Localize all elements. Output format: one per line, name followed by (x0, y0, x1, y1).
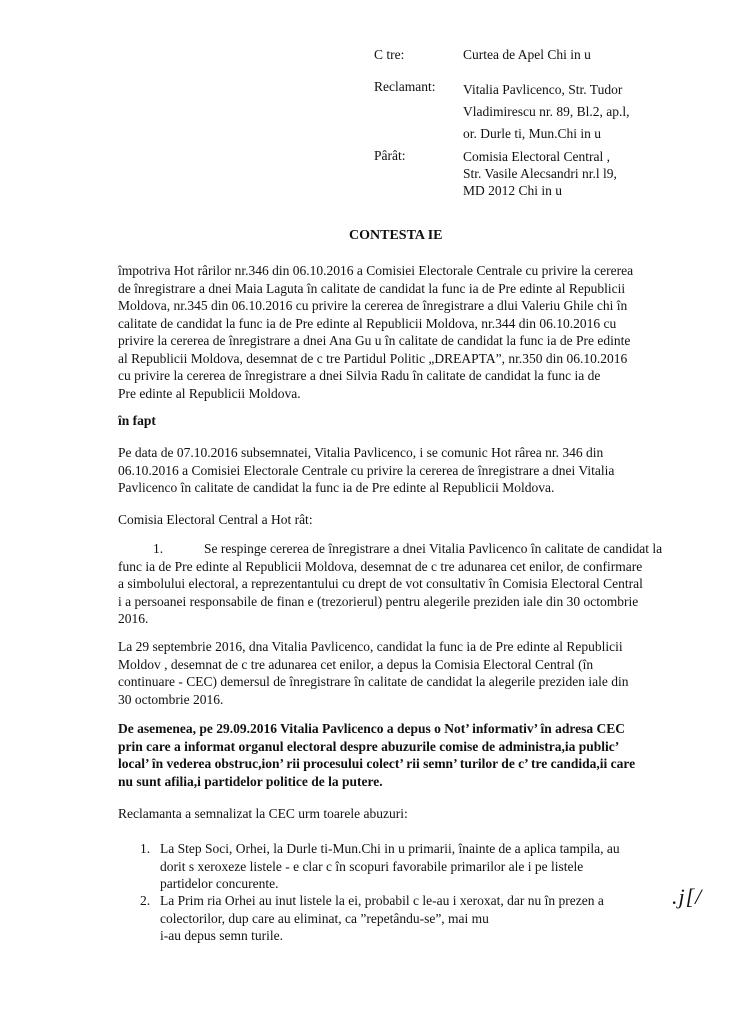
decision-number: 1. (153, 541, 164, 556)
facts-heading: în fapt (118, 413, 156, 428)
defendant-line: Str. Vasile Alecsandri nr.l l9, (463, 166, 617, 181)
defendant-line: MD 2012 Chi in u (463, 183, 563, 198)
list-item-number: 1. (140, 841, 151, 856)
decision-line: a simbolului electoral, a reprezentantului cu drept de vot consultativ în Comisia Electoral Central (118, 576, 643, 591)
intro-line: împotriva Hot rârilor nr.346 din 06.10.2016 a Comisiei Electorale Centrale cu privire la cererea (118, 263, 634, 278)
decision-line: Se respinge cererea de înregistrare a dnei Vitalia Pavlicenco în calitate de candidat la (204, 541, 663, 556)
intro-line: calitate de candidat la func ia de Pre edinte al Republicii Moldova, nr.344 din 06.10.2016 cu (118, 315, 617, 331)
defendant-address (463, 148, 617, 199)
commission-decided: Comisia Electoral Central a Hot rât: (118, 512, 313, 527)
list-item (160, 892, 604, 945)
claimant-address (463, 79, 629, 145)
submission-paragraph (118, 638, 629, 708)
list-item-line: i-au depus semn turile. (160, 928, 283, 943)
document-title: CONTESTA IE (349, 228, 443, 243)
list-item (160, 840, 620, 893)
defendant-label: Pârât: (374, 148, 406, 163)
list-item-line: partidelor concurente. (160, 876, 279, 891)
note-line: De asemenea, pe 29.09.2016 Vitalia Pavlicenco a depus o Not’ informativ’ în adresa CEC (118, 721, 625, 736)
abuses-intro: Reclamanta a semnalizat la CEC urm toarele abuzuri: (118, 806, 408, 821)
facts-paragraph (118, 444, 614, 497)
intro-line: de înregistrare a dnei Maia Laguta în calitate de candidat la func ia de Pre edinte al Republicii (118, 280, 626, 296)
facts-line: Pe data de 07.10.2016 subsemnatei, Vitalia Pavlicenco, i se comunic Hot rârea nr. 346 din (118, 445, 604, 460)
intro-line: privire la cererea de înregistrare a dnei Ana Gu u în calitate de candidat la func ia de Pre edinte (118, 333, 631, 348)
decision-line: i a persoanei responsabile de finan e (trezorierul) pentru alegerile preziden iale din 30 octombrie (118, 593, 639, 609)
intro-line: al Republicii Moldova, desemnat de c tre Partidul Politic „DREAPTA”, nr.350 din 06.10.2016 (118, 350, 628, 366)
to-value: Curtea de Apel Chi in u (463, 47, 591, 62)
note-line: local’ în vederea obstruc,ion’ rii procesului colect’ rii semn’ turilor de c’ tre candida,ii care (118, 756, 636, 771)
defendant-line: Comisia Electoral Central , (463, 149, 610, 164)
facts-line: Pavlicenco în calitate de candidat la func ia de Pre edinte al Republicii Moldova. (118, 480, 555, 495)
note-line: nu sunt afilia,i partidelor politice de la putere. (118, 773, 383, 789)
intro-line: Pre edinte al Republicii Moldova. (118, 385, 301, 401)
claimant-label: Reclamant: (374, 79, 436, 94)
handwritten-mark: .j[/ (672, 884, 703, 909)
list-item-line: La Step Soci, Orhei, la Durle ti-Mun.Chi in u primarii, înainte de a aplica tampila, au (160, 841, 620, 856)
intro-paragraph (118, 262, 633, 402)
to-label: C tre: (374, 47, 405, 62)
claimant-line: or. Durle ti, Mun.Chi in u (463, 126, 601, 141)
list-item-line: colectorilor, dup care au eliminat, ca ”repetându-se”, mai mu (160, 910, 489, 926)
note-line: prin care a informat organul electoral despre abuzurile comise de administra,ia public’ (118, 738, 620, 754)
decision-line: 2016. (118, 611, 149, 626)
facts-line: 06.10.2016 a Comisiei Electorale Centrale cu privire la cererea de înregistrare a dnei Vitalia (118, 462, 615, 478)
submission-line: continuare - CEC) demersul de înregistrare în calitate de candidat la alegerile preziden iale din (118, 674, 629, 689)
submission-line: Moldov , desemnat de c tre adunarea cet enilor, a depus la Comisia Electoral Central (în (118, 656, 594, 672)
list-item-line: dorit s xeroxeze listele - e clar c în scopuri favorabile primarilor ale i pe listele (160, 858, 584, 874)
decision-line: func ia de Pre edinte al Republicii Moldova, desemnat de c tre adunarea cet enilor, de confirmare (118, 558, 643, 574)
claimant-line: Vitalia Pavlicenco, Str. Tudor (463, 82, 623, 97)
submission-line: 30 octombrie 2016. (118, 691, 224, 707)
claimant-line: Vladimirescu nr. 89, Bl.2, ap.l, (463, 104, 630, 119)
intro-line: Moldova, nr.345 din 06.10.2016 cu privire la cererea de înregistrare a dlui Valeriu Ghile chi în (118, 298, 628, 313)
intro-line: cu privire la cererea de înregistrare a dnei Silvia Radu în calitate de candidat la func ia de (118, 368, 601, 383)
submission-line: La 29 septembrie 2016, dna Vitalia Pavlicenco, candidat la func ia de Pre edinte al Republicii (118, 639, 623, 654)
list-item-number: 2. (140, 893, 151, 908)
information-note-paragraph (118, 720, 635, 790)
decision-text (118, 540, 662, 628)
list-item-line: La Prim ria Orhei au inut listele la ei, probabil c le-au i xeroxat, dar nu în prezen a (160, 893, 604, 908)
